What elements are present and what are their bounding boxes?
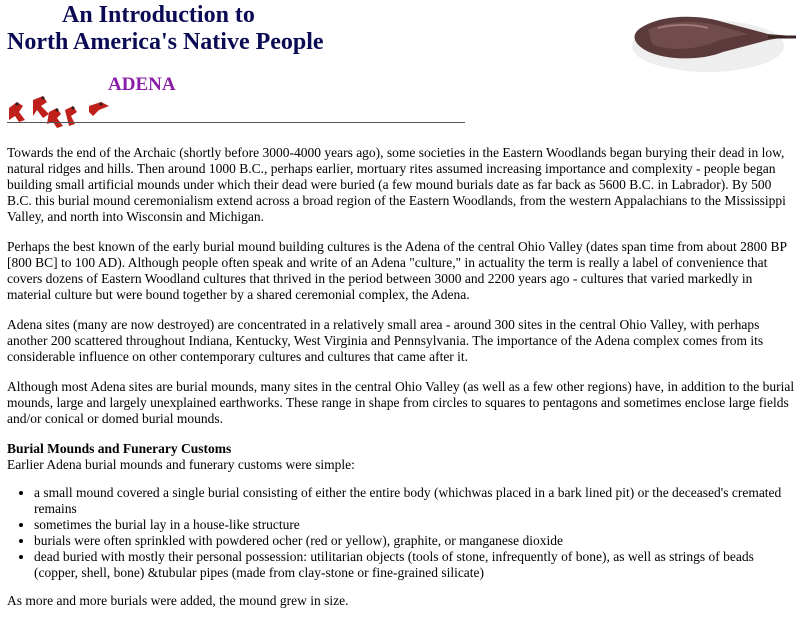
article-body <box>7 145 797 623</box>
list-item: • a small mound covered a single burial consisting of either the entire body (whichwas placed in a bark lined pit) or the deceased's cremated remains <box>34 485 797 517</box>
page-title <box>7 2 567 56</box>
section-heading: Burial Mounds and Funerary Customs <box>7 441 232 456</box>
stone-artifact-image <box>628 0 800 82</box>
closing-paragraph: As more and more burials were added, the mound grew in size. <box>7 593 349 608</box>
section-intro: Earlier Adena burial mounds and funerary customs were simple: <box>7 457 355 472</box>
paragraph: Perhaps the best known of the early burial mound building cultures is the Adena of the central Ohio Valley (dates span time from about 2800 BP [800 BC] to 100 AD). Although people often speak and write of an Adena "culture," in actuality the term is really a label of convenience that covers dozens of Eastern Woodland cultures that thrived in the period between 3000 and 2200 years ago - cultures that varied markedly in material culture but were bound together by a shared ceremonial complex, the Adena. <box>7 239 787 302</box>
list-item: • dead buried with mostly their personal possession: utilitarian objects (tools of stone, infrequently of bone), as well as strings of beads (copper, shell, bone) &tubular pipes (made from clay-stone or fine-grained silicate) <box>34 549 797 581</box>
paragraph: Towards the end of the Archaic (shortly before 3000-4000 years ago), some societies in the Eastern Woodlands began burying their dead in low, natural ridges and hills. Then around 1000 B.C., perhaps earlier, mortuary rites assumed increasing importance and complexity - people began building small artificial mounds under which their dead were buried (a few mound burials date as far back as 5600 B.C. in Labrador). By 500 B.C. this burial mound ceremonialism extend across a broad region of the Eastern Woodlands, from the western Appalachians to the Mississippi Valley, and north into Wisconsin and Michigan. <box>7 145 786 224</box>
list-item: • sometimes the burial lay in a house-like structure <box>34 517 797 533</box>
list-item: • burials were often sprinkled with powdered ocher (red or yellow), graphite, or manganese dioxide <box>34 533 797 549</box>
header-divider <box>7 122 465 123</box>
red-birds-decoration <box>5 94 120 132</box>
page-subtitle: ADENA <box>108 74 176 95</box>
page-title-line1: An Introduction to <box>62 2 255 28</box>
page-title-line2: North America's Native People <box>7 29 324 55</box>
paragraph: Adena sites (many are now destroyed) are concentrated in a relatively small area - around 300 sites in the central Ohio Valley, with perhaps another 200 scattered throughout Indiana, Kentucky, West Virginia and Pennsylvania. The importance of the Adena complex comes from its considerable influence on other contemporary cultures and cultures that came after it. <box>7 317 764 364</box>
customs-list <box>7 485 797 581</box>
paragraph: Although most Adena sites are burial mounds, many sites in the central Ohio Valley (as well as a few other regions) have, in addition to the burial mounds, large and largely unexplained earthworks. These range in shape from circles to squares to pentagons and sometimes enclose large fields and/or conical or domed burial mounds. <box>7 379 795 426</box>
